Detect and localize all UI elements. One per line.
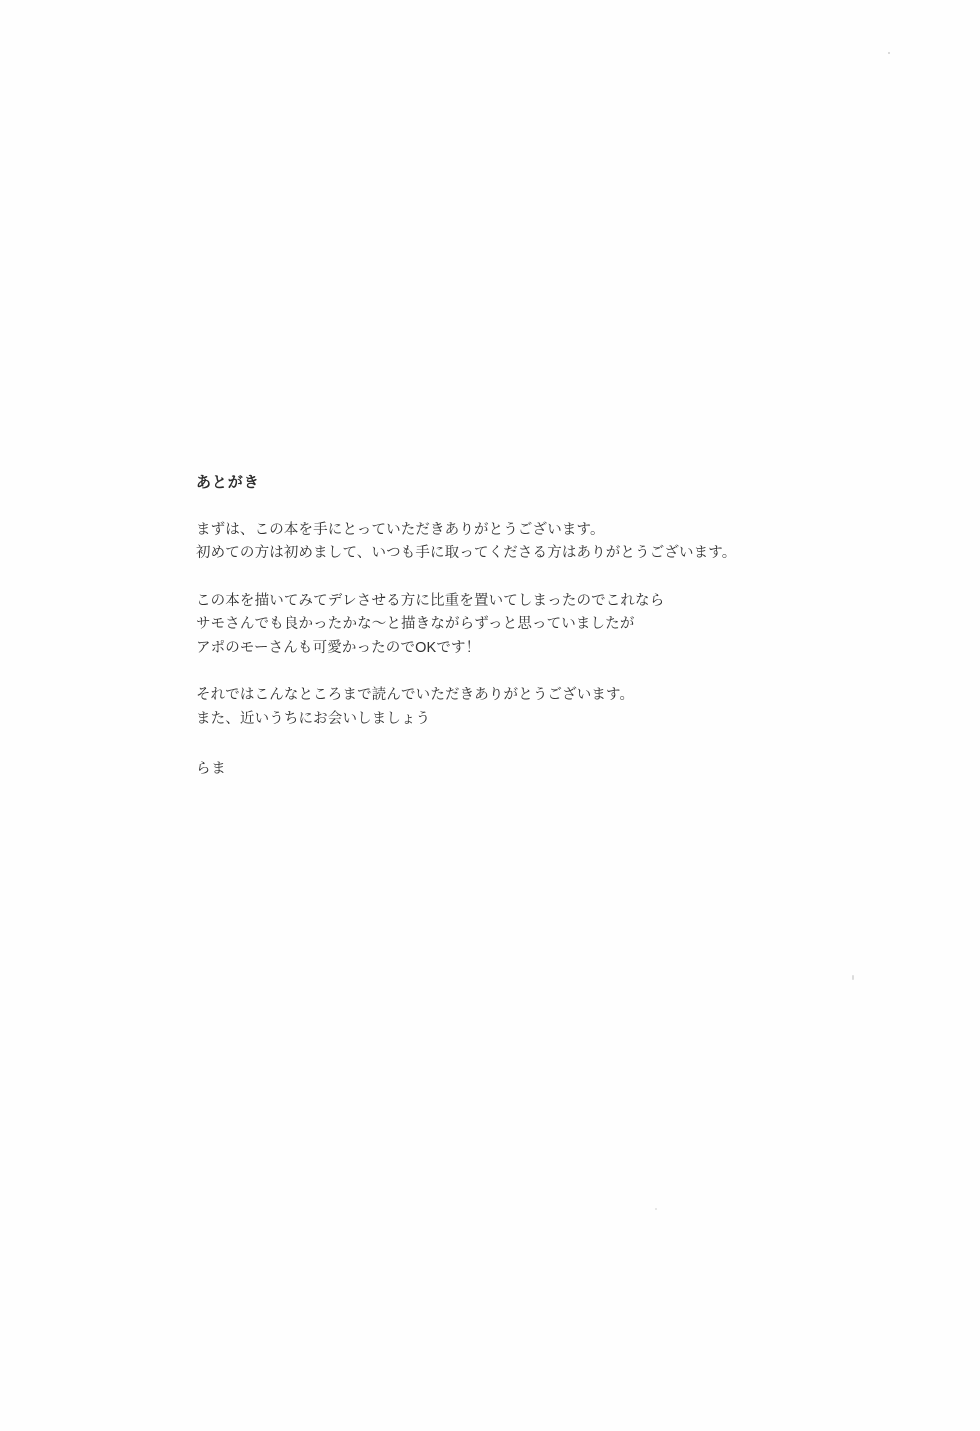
paragraph-line: サモさんでも良かったかな〜と描きながらずっと思っていましたが — [196, 616, 635, 633]
author-signature: らま — [196, 761, 227, 778]
paragraph-greeting — [196, 519, 836, 566]
page-title: あとがき — [196, 474, 260, 491]
paragraph-closing — [196, 684, 836, 731]
print-speck — [888, 52, 890, 54]
paragraph-line: また、近いうちにお会いしましょう — [196, 710, 431, 727]
paragraph-line: それではこんなところまで読んでいただきありがとうございます。 — [196, 687, 635, 704]
paragraph-line: この本を描いてみてデレさせる方に比重を置いてしまったのでこれなら — [196, 592, 665, 609]
paragraph-line: 初めての方は初めまして、いつも手に取ってくださる方はありがとうございます。 — [196, 545, 737, 562]
paragraph-line: まずは、この本を手にとっていただきありがとうございます。 — [196, 522, 605, 538]
print-speck — [852, 975, 854, 980]
paragraph-line: アポのモーさんも可愛かったのでOKです！ — [196, 639, 481, 656]
print-speck — [655, 1208, 657, 1210]
afterword-block — [196, 472, 836, 778]
paragraph-about-book — [196, 590, 836, 660]
